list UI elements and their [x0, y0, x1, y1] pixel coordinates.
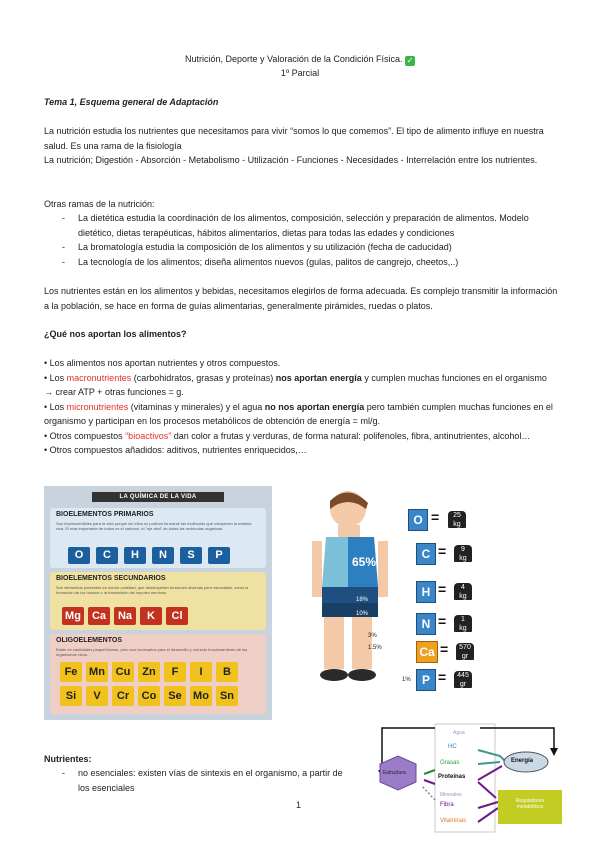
element-tile: Fe — [60, 662, 82, 682]
diagram-label: Reguladores metabólicos — [515, 798, 545, 810]
ramas-list — [44, 211, 556, 269]
chemistry-poster — [44, 486, 272, 720]
element-tile: S — [180, 547, 202, 564]
aportan-heading: ¿Qué nos aportan los alimentos? — [44, 329, 187, 339]
element-tile: K — [140, 607, 162, 625]
body-composition-figure: 65% 18% 10% 3% 1.5% 1% O = 25 kg C = 9 kg H = 4 kg N = 1 kg Ca = 570 gr P = 445 gr — [308, 487, 478, 695]
bullet-item: • Los alimentos nos aportan nutrientes y otros compuestos. — [44, 358, 281, 368]
element-tile: Cl — [166, 607, 188, 625]
bullet-item: • Otros compuestos “bioactivos” dan color a frutas y verduras, de forma natural: polifenoles, fibra, antinutrientes, alcohol… — [44, 430, 531, 441]
diagram-label: Vitaminas — [440, 818, 467, 824]
intro-paragraph-2: La nutrición; Digestión - Absorción - Metabolismo - Utilización - Funciones - Necesidades - Interrelación entre los nutrientes. — [44, 155, 538, 165]
diagram-label: Estructura — [383, 770, 406, 776]
percent-label: 1% — [402, 677, 411, 683]
element-tile: O — [68, 547, 90, 564]
bullet-item: • Los macronutrientes (carbohidratos, grasas y proteínas) nos aportan energía y cumplen muchas funciones en el organismo → crear ATP + otras funciones = g. — [44, 372, 547, 397]
element-tile: Mn — [86, 662, 108, 682]
list-item: - La bromatología estudia la composición de los alimentos y su utilización (fecha de caducidad) — [44, 240, 556, 255]
element-symbol: H — [416, 581, 436, 603]
nutrientes-paragraph: Los nutrientes están en los alimentos y bebidas, necesitamos elegirlos de forma adecuada. Es complejo transmitir la información a la población, se hace en forma de guías alimentarias, generalmente pirámides, ruedas o platos. — [44, 286, 558, 311]
ramas-lead: Otras ramas de la nutrición: — [44, 199, 155, 209]
element-tile: I — [190, 662, 212, 682]
element-tile: C — [96, 547, 118, 564]
element-tile: Se — [164, 686, 186, 706]
element-symbol: C — [416, 543, 436, 565]
intro-paragraph-1: La nutrición estudia los nutrientes que necesitamos para vivir “somos lo que comemos”. El tipo de alimento influye en nuestra salud. Es una rama de la fisiología — [44, 126, 544, 151]
section-heading: Tema 1, Esquema general de Adaptación — [44, 97, 219, 107]
aportan-list — [44, 356, 558, 458]
diagram-label: Grasas — [440, 760, 460, 766]
element-tile: N — [152, 547, 174, 564]
element-symbol: Ca — [416, 641, 438, 663]
element-tile: H — [124, 547, 146, 564]
element-tile: Zn — [138, 662, 160, 682]
bullet-item: • Los micronutrientes (vitaminas y minerales) y el agua no nos aportan energía pero también cumplen muchas funciones en el organismo y participan en los procesos metabólicos de obtención de energía = ml/g. — [44, 401, 553, 426]
secondary-elements-section: BIOELEMENTOS SECUNDARIOS Son elementos presentes en menor cantidad, que desempeñan funciones diversas pero esenciales, como la formación de los huesos o la transmisión del impulso nervioso. Mg Ca Na K Cl — [50, 572, 266, 630]
element-symbol: O — [408, 509, 428, 531]
weight-icon: 9 kg — [454, 545, 472, 562]
element-tile: Mo — [190, 686, 212, 706]
list-item: - La tecnología de los alimentos; diseña alimentos nuevos (gulas, palitos de cangrejo, cheetos,..) — [44, 255, 556, 270]
element-symbol: N — [416, 613, 436, 635]
element-tile: Cr — [112, 686, 134, 706]
element-tile: F — [164, 662, 186, 682]
weight-icon: 25 kg — [448, 511, 466, 528]
weight-icon: 570 gr — [456, 643, 474, 660]
diagram-arrows — [378, 722, 566, 834]
diagram-label: Fibra — [440, 802, 454, 808]
list-item: - no esenciales: existen vías de sintexis en el organismo, a partir de los esenciales — [44, 766, 344, 795]
diagram-label: Energía — [511, 758, 534, 764]
element-tile: V — [86, 686, 108, 706]
diagram-label: Agua — [453, 730, 465, 736]
primary-elements-section: BIOELEMENTOS PRIMARIOS Son imprescindibles para la vida porque sin ellos no podrían formarse las moléculas que componen la materia viva. El más importante de todos es el carbono, el "eje vital" de todas las moléculas orgánicas. O C H N S P — [50, 508, 266, 568]
diagram-label: HC — [448, 744, 457, 750]
weight-icon: 445 gr — [454, 671, 472, 688]
percent-label: 10% — [356, 611, 369, 617]
nutrientes-list — [44, 766, 344, 795]
percent-label: 1.5% — [368, 645, 382, 651]
percent-label: 3% — [368, 633, 377, 639]
human-body-illustration — [308, 487, 418, 695]
element-tile: Ca — [88, 607, 110, 625]
element-tile: Sn — [216, 686, 238, 706]
page-number: 1 — [296, 800, 302, 810]
bullet-item: • Otros compuestos añadidos: aditivos, nutrientes enriquecidos,… — [44, 445, 307, 455]
poster-banner: LA QUÍMICA DE LA VIDA — [92, 492, 224, 502]
diagram-label: Minerales — [440, 792, 462, 798]
element-tile: Mg — [62, 607, 84, 625]
element-symbol: P — [416, 669, 436, 691]
element-tile: Na — [114, 607, 136, 625]
document-title: Nutrición, Deporte y Valoración de la Condición Física. ✓ — [185, 54, 414, 65]
element-tile: Cu — [112, 662, 134, 682]
percent-label: 18% — [356, 597, 369, 603]
check-icon: ✓ — [406, 56, 414, 65]
document-subtitle: 1º Parcial — [280, 68, 320, 78]
list-item: - La dietética estudia la coordinación de los alimentos, composición, selección y preparación de alimentos. Modelo dietético, dietas terapéuticas, hábitos alimentarios, dietas para todas las edades y condiciones — [44, 211, 556, 240]
element-tile: B — [216, 662, 238, 682]
element-tile: Si — [60, 686, 82, 706]
element-tile: P — [208, 547, 230, 564]
element-tile: Co — [138, 686, 160, 706]
weight-icon: 1 kg — [454, 615, 472, 632]
oligo-elements-section: OLIGOELEMENTOS Están en cantidades pequeñísimas, pero son necesarios para el desarrollo y correcto funcionamiento de los organismos vivos. Fe Mn Cu Zn F I B Si V Cr Co Se Mo Sn — [50, 634, 266, 714]
diagram-label: Proteínas — [438, 774, 466, 780]
nutrient-function-diagram — [378, 722, 566, 834]
percent-label: 65% — [352, 555, 377, 569]
nutrientes-heading: Nutrientes: — [44, 754, 92, 764]
weight-icon: 4 kg — [454, 583, 472, 600]
